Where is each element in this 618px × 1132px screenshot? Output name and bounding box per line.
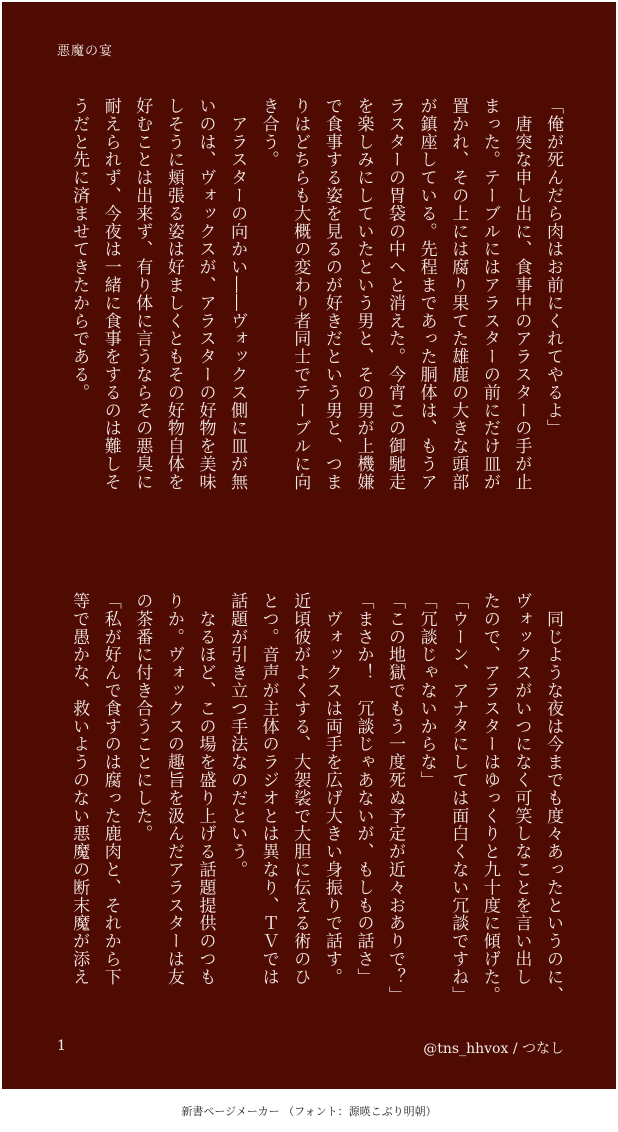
text-line: き合う。 xyxy=(258,97,279,169)
text-line: で食事する姿を見るのが好きだという男と、つま xyxy=(321,97,342,491)
text-line: 同じような夜は今までも度々あったというのに、 xyxy=(543,592,563,1004)
text-line: まった。テーブルにはアラスターの前にだけ皿が xyxy=(479,97,500,491)
text-line: の茶番に付き合うことにした。 xyxy=(132,592,153,843)
text-line: アラスターの向かい――ヴォックス側に皿が無 xyxy=(227,97,248,491)
text-line: を楽しみにしていたという男と、その男が上機嫌 xyxy=(353,97,374,491)
generator-caption: 新書ページメーカー （フォント：源暎こぶり明朝） xyxy=(181,1105,437,1118)
text-line: うだと先に済ませてきたからである。 xyxy=(69,97,90,402)
running-title: 悪魔の宴 xyxy=(57,44,114,59)
text-line: りか。ヴォックスの趣旨を汲んだアラスターは友 xyxy=(163,592,184,986)
book-page xyxy=(2,2,616,1089)
text-line: 「俺が死んだら肉はお前にくれてやるよ」 xyxy=(543,97,563,438)
text-line: 「この地獄でもう一度死ぬ予定が近々おありで？」 xyxy=(385,592,406,1004)
text-line: しそうに頬張る姿は好ましくともその好物自体を xyxy=(163,97,184,491)
text-line: 「私が好んで食すのは腐った鹿肉と、それから下 xyxy=(100,592,121,986)
author-credit: @tns_hhvox / つなし xyxy=(423,1041,564,1057)
text-line: 「ウーン、アナタにしては面白くない冗談ですね」 xyxy=(448,592,469,1004)
text-line: 話題が引き立つ手法なのだという。 xyxy=(227,592,248,879)
text-line: 「まさか！ 冗談じゃあないが、もしもの話さ」 xyxy=(353,592,374,986)
text-line: 置かれ、その上には腐り果てた雄鹿の大きな頭部 xyxy=(448,97,469,491)
text-line: たので、アラスターはゆっくりと九十度に傾げた。 xyxy=(479,592,500,1004)
text-block-bottom xyxy=(48,592,568,1012)
text-line: ヴォックスがいつになく可笑しなことを言い出し xyxy=(511,592,532,986)
text-line: とつ。音声が主体のラジオとは異なり、ＴＶでは xyxy=(258,592,279,986)
text-line: が鎮座している。先程まであった胴体は、もうア xyxy=(416,97,437,491)
text-line: いのは、ヴォックスが、アラスターの好物を美味 xyxy=(195,97,216,491)
text-line: 等で愚かな、救いようのない悪魔の断末魔が添え xyxy=(69,592,90,986)
text-line: りはどちらも大概の変わり者同士でテーブルに向 xyxy=(290,97,311,491)
text-line: 唐突な申し出に、食事中のアラスターの手が止 xyxy=(511,97,532,491)
page-number: 1 xyxy=(57,1038,66,1054)
text-line: 耐えられず、今夜は一緒に食事をするのは難しそ xyxy=(100,97,121,491)
text-line: なるほど、この場を盛り上げる話題提供のつも xyxy=(195,592,216,986)
text-line: 「冗談じゃないからな」 xyxy=(416,592,437,789)
text-line: ヴォックスは両手を広げ大きい身振りで話す。 xyxy=(321,592,342,986)
text-block-top xyxy=(48,97,568,517)
text-line: ラスターの胃袋の中へと消えた。今宵この御馳走 xyxy=(385,97,406,491)
text-line: 近頃彼がよくする、大袈裟で大胆に伝える術のひ xyxy=(290,592,311,986)
text-line: 好むことは出来ず、有り体に言うならその悪臭に xyxy=(132,97,153,491)
